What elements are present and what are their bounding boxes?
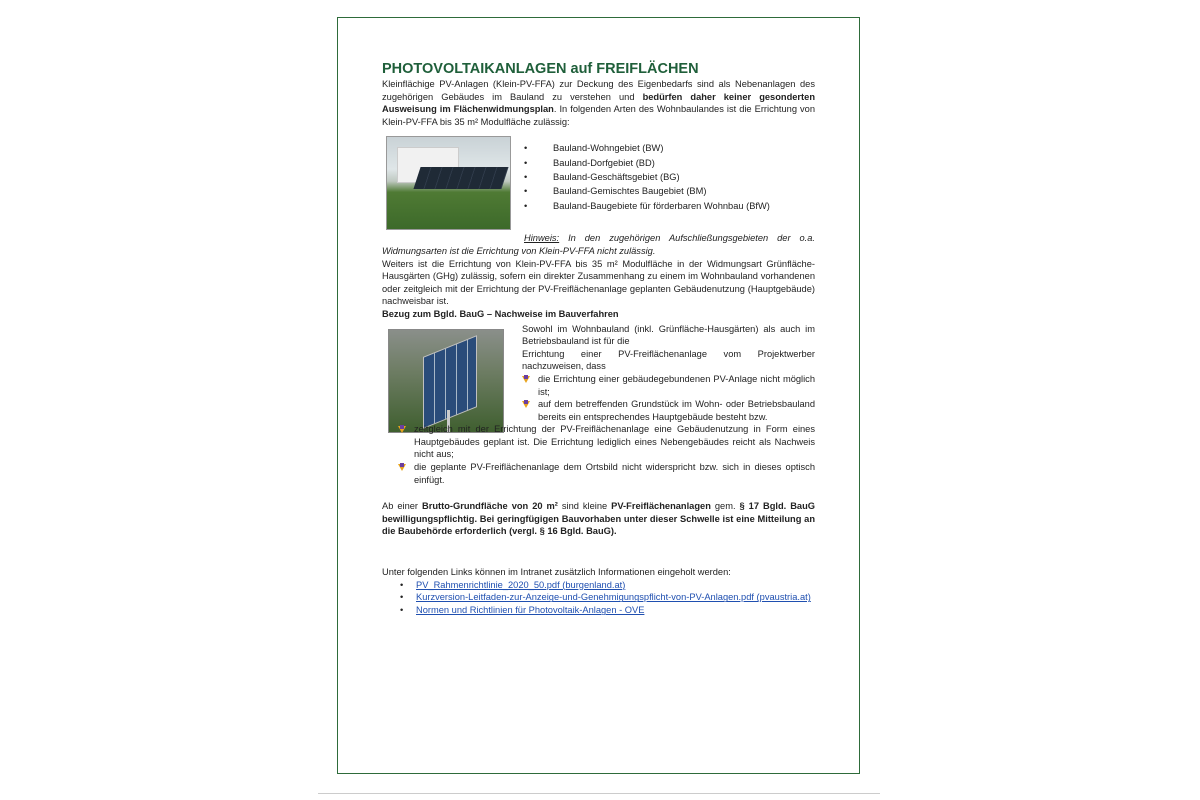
hinweis-label: Hinweis:: [524, 233, 560, 244]
document-page: [337, 17, 860, 774]
link-normen-richtlinien[interactable]: Normen und Richtlinien für Photovoltaik-Anlagen - OVE: [416, 605, 645, 616]
page-divider: [318, 793, 880, 794]
list-item: • Bauland-Dorfgebiet (BD): [524, 156, 770, 170]
intro-text-bold: bedürfen daher keiner gesonderten Ausweisung im Flächenwidmungsplan: [382, 91, 815, 115]
arrow-bullet-icon: [522, 400, 531, 409]
link-pv-rahmenrichtlinie[interactable]: PV_Rahmenrichtlinie_2020_50.pdf (burgenland.at): [416, 579, 626, 590]
list-item: • Bauland-Baugebiete für förderbaren Wohnbau (BfW): [524, 199, 770, 213]
intro-text-a: Kleinflächige PV-Anlagen (Klein-PV-FFA) zur Deckung des Eigenbedarfs sind als Nebenanlagen des zugehörigen Gebäudes im Bauland zu verstehen und: [382, 79, 815, 102]
links-intro: Unter folgenden Links können im Intranet zusätzlich Informationen eingeholt werden:: [382, 567, 731, 578]
nachweis-section: [382, 323, 815, 424]
list-item: [382, 591, 815, 604]
brutto-paragraph: Ab einer Brutto-Grundfläche von 20 m² sind kleine PV-Freiflächenanlagen gem. § 17 Bgld. BauG bewilligungspflichtig. Bei geringfügigen Bauvorhaben unter dieser Schwelle ist eine Mitteilung an die Baubehörde erforderlich (vergl. § 16 Bgld. BauG).: [382, 501, 815, 537]
list-item: [382, 604, 815, 617]
arrow-bullet-icon: [522, 375, 531, 384]
list-item: • Bauland-Gemischtes Baugebiet (BM): [524, 184, 770, 198]
bezug-line-1: Sowohl im Wohnbauland (inkl. Grünfläche-Hausgärten) als auch im Betriebsbauland ist für die: [522, 323, 815, 347]
nachweis-text: [522, 323, 815, 424]
condition-item: auf dem betreffenden Grundstück im Wohn- oder Betriebsbauland bereits ein entsprechendes Hauptgebäude besteht bzw.: [522, 398, 815, 423]
list-item: [382, 579, 815, 592]
document-content: [382, 60, 815, 617]
list-item: • Bauland-Wohngebiet (BW): [524, 141, 770, 155]
link-kurzversion-leitfaden[interactable]: Kurzversion-Leitfaden-zur-Anzeige-und-Genehmigungspflicht-von-PV-Anlagen.pdf (pvaustria.at): [416, 592, 811, 603]
hinweis-text: In den zugehörigen Aufschließungsgebieten der o.a. Widmungsarten ist die Errichtung von Klein-PV-FFA nicht zulässig.: [382, 233, 815, 256]
links-list: [382, 579, 815, 617]
arrow-bullet-icon: [398, 463, 407, 472]
condition-item: die Errichtung einer gebäudegebundenen PV-Anlage nicht möglich ist;: [522, 373, 815, 398]
bezug-line-2: Errichtung einer PV-Freiflächenanlage vom Projektwerber nachzuweisen, dass: [522, 348, 815, 372]
condition-item: die geplante PV-Freiflächenanlage dem Ortsbild nicht widerspricht bzw. sich in dieses optisch einfügt.: [398, 461, 815, 486]
intro-paragraph: [382, 78, 815, 128]
para-gruenflaeche: Weiters ist die Errichtung von Klein-PV-FFA bis 35 m² Modulfläche in der Widmungsart Grünfläche-Hausgärten (GHg) zulässig, sofern ein direkter Zusammenhang zu einem im Wohnbauland vorhandenen oder zeitgleich mit der Errichtung der PV-Freiflächenanlage geplanten Gebäudenutzung (Hauptgebäude) nachweisbar ist.: [382, 258, 815, 307]
intro-text-c: . In folgenden Arten des Wohnbaulandes ist die Errichtung von Klein-PV-FFA bis 35 m² Modulfläche zulässig:: [382, 104, 815, 127]
pv-ground-photo: [386, 136, 511, 230]
widmung-section: [382, 136, 815, 232]
bezug-heading: Bezug zum Bgld. BauG – Nachweise im Bauverfahren: [382, 308, 619, 319]
list-item: • Bauland-Geschäftsgebiet (BG): [524, 170, 770, 184]
arrow-bullet-icon: [398, 425, 407, 434]
widmung-list: [524, 141, 770, 212]
page-title: PHOTOVOLTAIKANLAGEN auf FREIFLÄCHEN: [382, 61, 699, 77]
hinweis-note: [382, 232, 815, 257]
pv-stand-photo: [388, 329, 504, 433]
condition-continuation: [398, 423, 815, 486]
condition-item: zeitgleich mit der Errichtung der PV-Freiflächenanlage eine Gebäudenutzung in Form eines Hauptgebäudes geplant ist. Die Errichtung lediglich eines Nebengebäudes reicht als Nachweis nicht aus;: [398, 423, 815, 461]
